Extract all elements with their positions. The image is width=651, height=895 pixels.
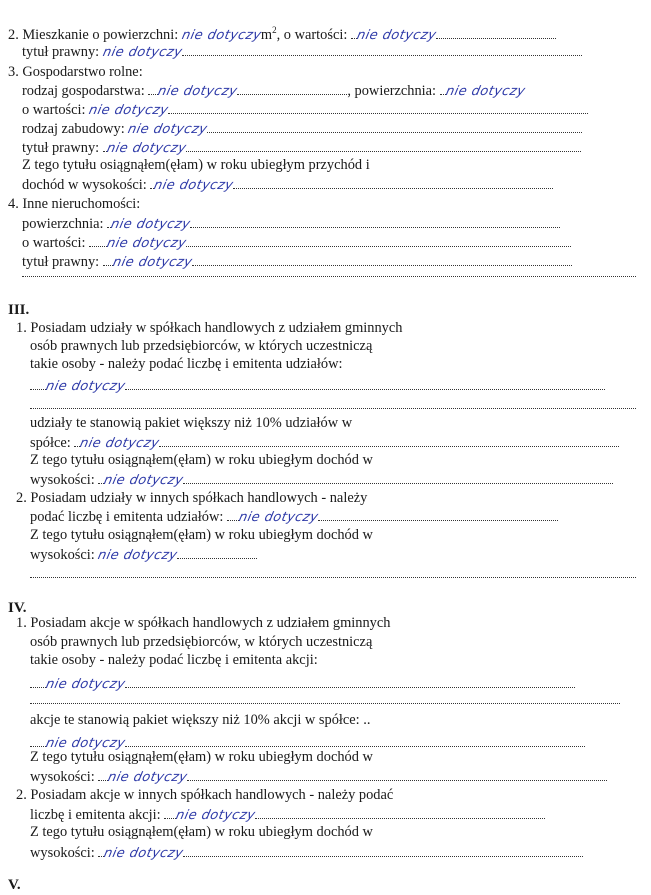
sec4-issuer-line	[30, 806, 545, 824]
fill-line	[186, 234, 571, 247]
handwritten-answer: nie dotyczy	[109, 217, 192, 232]
sec3-text: osób prawnych lub przedsiębiorców, w których uczestniczą	[30, 338, 373, 354]
sec4-text: Z tego tytułu osiągnąłem(ęłam) w roku ubiegłym dochód w	[30, 824, 373, 840]
apartment-line	[8, 22, 556, 44]
other-property-heading: 4. Inne nieruchomości:	[8, 196, 141, 212]
company-label: spółce:	[30, 435, 71, 451]
sec3-income-line	[30, 471, 613, 489]
other-title-label: tytuł prawny:	[22, 254, 100, 270]
handwritten-answer: nie dotyczy	[237, 510, 320, 525]
income-label: wysokości:	[30, 769, 95, 785]
sec4-income-line	[30, 768, 607, 786]
farm-build-label: rodzaj zabudowy:	[22, 121, 125, 137]
issuer-label: podać liczbę i emitenta udziałów:	[30, 509, 224, 525]
income-label: wysokości:	[30, 472, 95, 488]
farm-value-line	[22, 101, 588, 119]
blank-fill-line	[30, 408, 636, 409]
handwritten-answer: nie dotyczy	[355, 27, 438, 43]
sec3-issuer-line	[30, 508, 558, 526]
area-unit: m	[260, 26, 273, 43]
handwritten-answer: nie dotyczy	[174, 808, 257, 823]
fill-line	[207, 120, 582, 133]
sec3-text: Z tego tytułu osiągnąłem(ęłam) w roku ubiegłym dochód w	[30, 527, 373, 543]
farm-build-line	[22, 120, 582, 138]
handwritten-answer: nie dotyczy	[102, 846, 186, 861]
farm-income-label: dochód w wysokości:	[22, 177, 147, 193]
farm-title-line	[22, 139, 581, 157]
handwritten-answer: nie dotyczy	[102, 473, 186, 488]
blank-fill-line	[22, 276, 636, 277]
handwritten-answer: nie dotyczy	[156, 84, 239, 99]
fill-line	[159, 434, 619, 447]
sec4-income-line-2	[30, 844, 583, 862]
sec3-text: udziały te stanowią pakiet większy niż 10% udziałów w	[30, 415, 353, 431]
farm-area-label: , powierzchnia:	[347, 83, 437, 99]
fill-line	[237, 82, 347, 95]
handwritten-answer: nie dotyczy	[106, 770, 190, 785]
section-iii-heading: III.	[8, 302, 30, 318]
handwritten-answer: nie dotyczy	[44, 379, 127, 394]
fill-line	[183, 471, 613, 484]
sec4-text: 1. Posiadam akcje w spółkach handlowych z udziałem gminnych	[16, 615, 391, 631]
fill-line	[192, 253, 572, 266]
handwritten-answer: nie dotyczy	[444, 84, 527, 99]
other-area-line	[22, 215, 560, 233]
section-iv-heading: IV.	[8, 600, 27, 616]
sec3-company-line	[30, 434, 619, 452]
income-label: wysokości:	[30, 845, 95, 861]
fill-line	[190, 215, 560, 228]
handwritten-answer: nie dotyczy	[101, 45, 184, 60]
sec4-text: 2. Posiadam akcje w innych spółkach handlowych - należy podać	[16, 787, 394, 803]
income-label: wysokości:	[30, 547, 95, 563]
handwritten-answer: nie dotyczy	[105, 141, 188, 156]
value-label: , o wartości:	[276, 26, 348, 43]
sec4-answer-line	[30, 675, 575, 693]
handwritten-answer: nie dotyczy	[111, 255, 194, 270]
fill-line	[255, 806, 545, 819]
title-label: tytuł prawny:	[22, 44, 100, 60]
handwritten-answer: nie dotyczy	[105, 236, 188, 251]
farm-income-line-2	[22, 176, 553, 194]
section-v-heading: V.	[8, 877, 21, 893]
fill-line	[233, 176, 553, 189]
other-value-line	[22, 234, 571, 252]
handwritten-answer: nie dotyczy	[87, 103, 170, 118]
issuer-label: liczbę i emitenta akcji:	[30, 807, 161, 823]
fill-line	[187, 768, 607, 781]
fill-line	[125, 675, 575, 688]
farm-income-line-1: Z tego tytułu osiągnąłem(ęłam) w roku ubiegłym przychód i	[22, 157, 370, 173]
fill-line	[182, 43, 582, 56]
fill-line	[318, 508, 558, 521]
sec3-income-line-2	[30, 546, 257, 564]
farm-heading: 3. Gospodarstwo rolne:	[8, 64, 143, 80]
area-unit-sup: 2	[272, 25, 277, 35]
fill-line	[168, 101, 588, 114]
fill-line	[183, 844, 583, 857]
other-value-label: o wartości:	[22, 235, 86, 251]
farm-kind-line	[22, 82, 525, 100]
farm-value-label: o wartości:	[22, 102, 86, 118]
sec3-text: takie osoby - należy podać liczbę i emitenta udziałów:	[30, 356, 343, 372]
fill-line	[125, 377, 605, 390]
other-area-label: powierzchnia:	[22, 216, 104, 232]
apartment-label: 2. Mieszkanie o powierzchni:	[8, 26, 179, 43]
sec4-text: takie osoby - należy podać liczbę i emitenta akcji:	[30, 652, 318, 668]
blank-fill-line	[30, 703, 620, 704]
farm-title-label: tytuł prawny:	[22, 140, 100, 156]
blank-fill-line	[30, 577, 636, 578]
handwritten-answer: nie dotyczy	[44, 677, 127, 692]
fill-line	[177, 546, 257, 559]
other-title-line	[22, 253, 572, 271]
sec3-text: 2. Posiadam udziały w innych spółkach handlowych - należy	[16, 490, 368, 506]
farm-kind-label: rodzaj gospodarstwa:	[22, 83, 145, 99]
sec4-text: akcje te stanowią pakiet większy niż 10% akcji w spółce: ..	[30, 712, 371, 728]
handwritten-answer: nie dotyczy	[126, 122, 209, 137]
sec3-answer-line	[30, 377, 605, 395]
sec4-text: Z tego tytułu osiągnąłem(ęłam) w roku ubiegłym dochód w	[30, 749, 373, 765]
handwritten-answer: nie dotyczy	[96, 548, 180, 563]
fill-line	[186, 139, 581, 152]
sec3-text: Z tego tytułu osiągnąłem(ęłam) w roku ubiegłym dochód w	[30, 452, 373, 468]
handwritten-answer: nie dotyczy	[44, 736, 127, 751]
handwritten-answer: nie dotyczy	[180, 27, 263, 43]
fill-line	[436, 26, 556, 39]
apartment-title-line	[22, 43, 582, 61]
fill-line	[125, 734, 585, 747]
sec4-text: osób prawnych lub przedsiębiorców, w których uczestniczą	[30, 634, 373, 650]
handwritten-answer: nie dotyczy	[152, 178, 235, 193]
handwritten-answer: nie dotyczy	[78, 436, 162, 451]
sec3-text: 1. Posiadam udziały w spółkach handlowych z udziałem gminnych	[16, 320, 403, 336]
